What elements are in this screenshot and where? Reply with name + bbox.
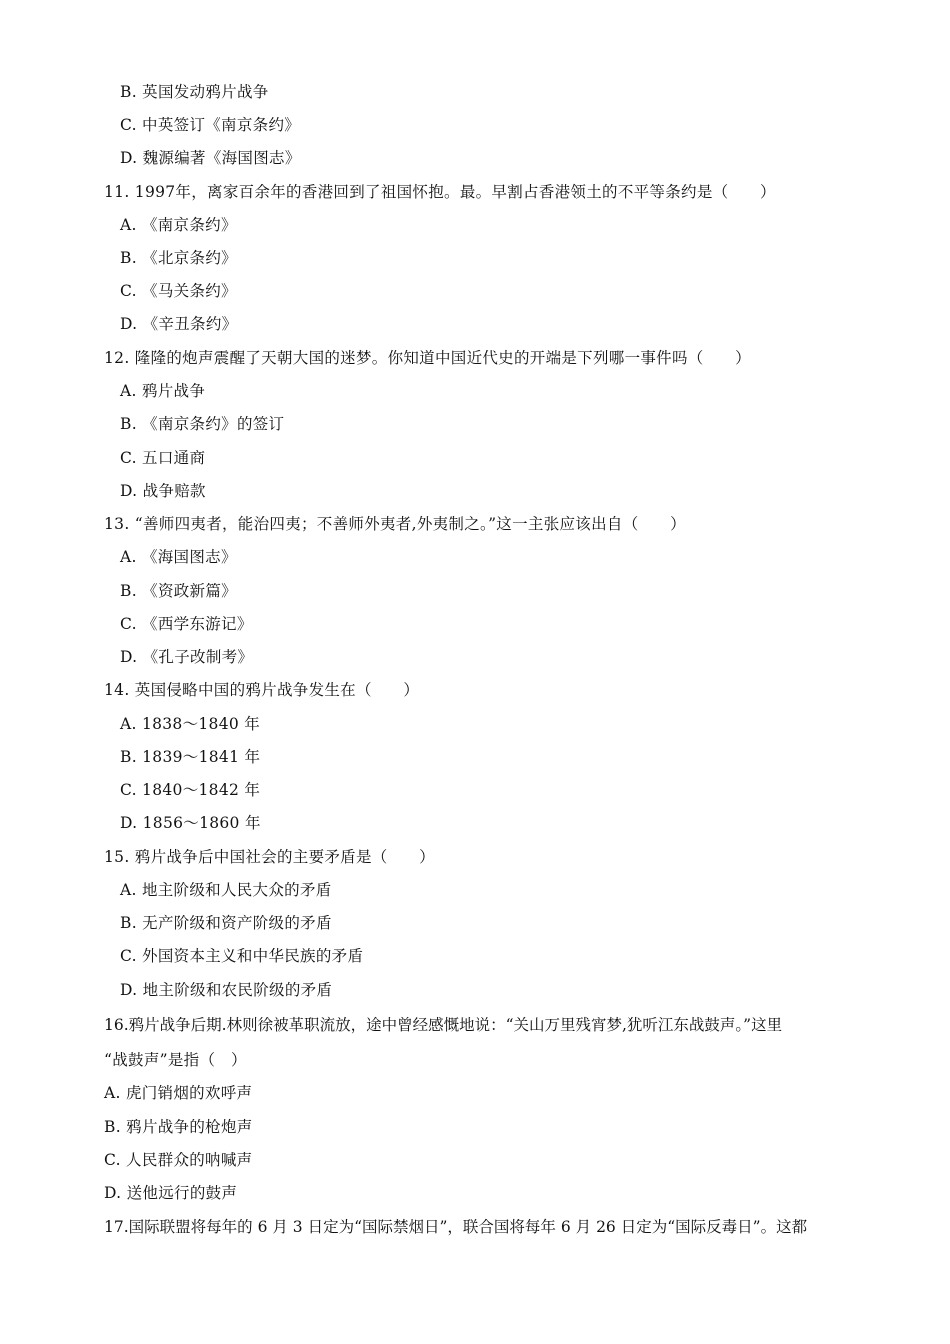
option-12-c: C. 五口通商 xyxy=(120,449,206,467)
option-13-b: B. 《资政新篇》 xyxy=(120,582,237,600)
option-16-d: D. 送他远行的鼓声 xyxy=(104,1184,238,1202)
option-14-b: B. 1839～1841 年 xyxy=(120,748,261,766)
option-13-c: C. 《西学东游记》 xyxy=(120,615,253,633)
option-11-b: B. 《北京条约》 xyxy=(120,249,237,267)
option-16-a: A. 虎门销烟的欢呼声 xyxy=(104,1084,253,1102)
option-11-d: D. 《辛丑条约》 xyxy=(120,315,238,333)
option-15-d: D. 地主阶级和农民阶级的矛盾 xyxy=(120,981,333,999)
option-16-c: C. 人民群众的呐喊声 xyxy=(104,1151,253,1169)
option-14-a: A. 1838～1840 年 xyxy=(120,715,261,733)
option-11-c: C. 《马关条约》 xyxy=(120,282,237,300)
question-15: 15. 鸦片战争后中国社会的主要矛盾是（ ） xyxy=(104,848,435,866)
question-16-continued: “战鼓声”是指（ ） xyxy=(104,1051,247,1069)
option-11-a: A. 《南京条约》 xyxy=(120,216,237,234)
option-15-c: C. 外国资本主义和中华民族的矛盾 xyxy=(120,947,364,965)
option-10-c: C. 中英签订《南京条约》 xyxy=(120,116,301,134)
option-16-b: B. 鸦片战争的枪炮声 xyxy=(104,1118,253,1136)
option-15-a: A. 地主阶级和人民大众的矛盾 xyxy=(120,881,332,899)
option-10-b: B. 英国发动鸦片战争 xyxy=(120,83,269,101)
option-13-d: D. 《孔子改制考》 xyxy=(120,648,254,666)
option-10-d: D. 魏源编著《海国图志》 xyxy=(120,149,301,167)
option-12-d: D. 战争赔款 xyxy=(120,482,206,500)
question-13: 13. “善师四夷者，能治四夷；不善师外夷者,外夷制之。”这一主张应该出自（ ） xyxy=(104,515,686,533)
option-12-a: A. 鸦片战争 xyxy=(120,382,206,400)
option-15-b: B. 无产阶级和资产阶级的矛盾 xyxy=(120,914,332,932)
question-14: 14. 英国侵略中国的鸦片战争发生在（ ） xyxy=(104,681,420,699)
option-14-d: D. 1856～1860 年 xyxy=(120,814,261,832)
question-17: 17.国际联盟将每年的 6 月 3 日定为“国际禁烟日”，联合国将每年 6 月 26 日定为“国际反毒日”。这都 xyxy=(104,1218,808,1236)
question-16: 16.鸦片战争后期.林则徐被革职流放，途中曾经感慨地说：“关山万里残宵梦,犹听江东战鼓声。”这里 xyxy=(104,1016,783,1034)
option-13-a: A. 《海国图志》 xyxy=(120,548,237,566)
question-11: 11. 1997年，离家百余年的香港回到了祖国怀抱。最。早割占香港领土的不平等条约是（ ） xyxy=(104,183,776,201)
option-12-b: B. 《南京条约》的签订 xyxy=(120,415,285,433)
question-12: 12. 隆隆的炮声震醒了天朝大国的迷梦。你知道中国近代史的开端是下列哪一事件吗（ ） xyxy=(104,349,751,367)
option-14-c: C. 1840～1842 年 xyxy=(120,781,261,799)
